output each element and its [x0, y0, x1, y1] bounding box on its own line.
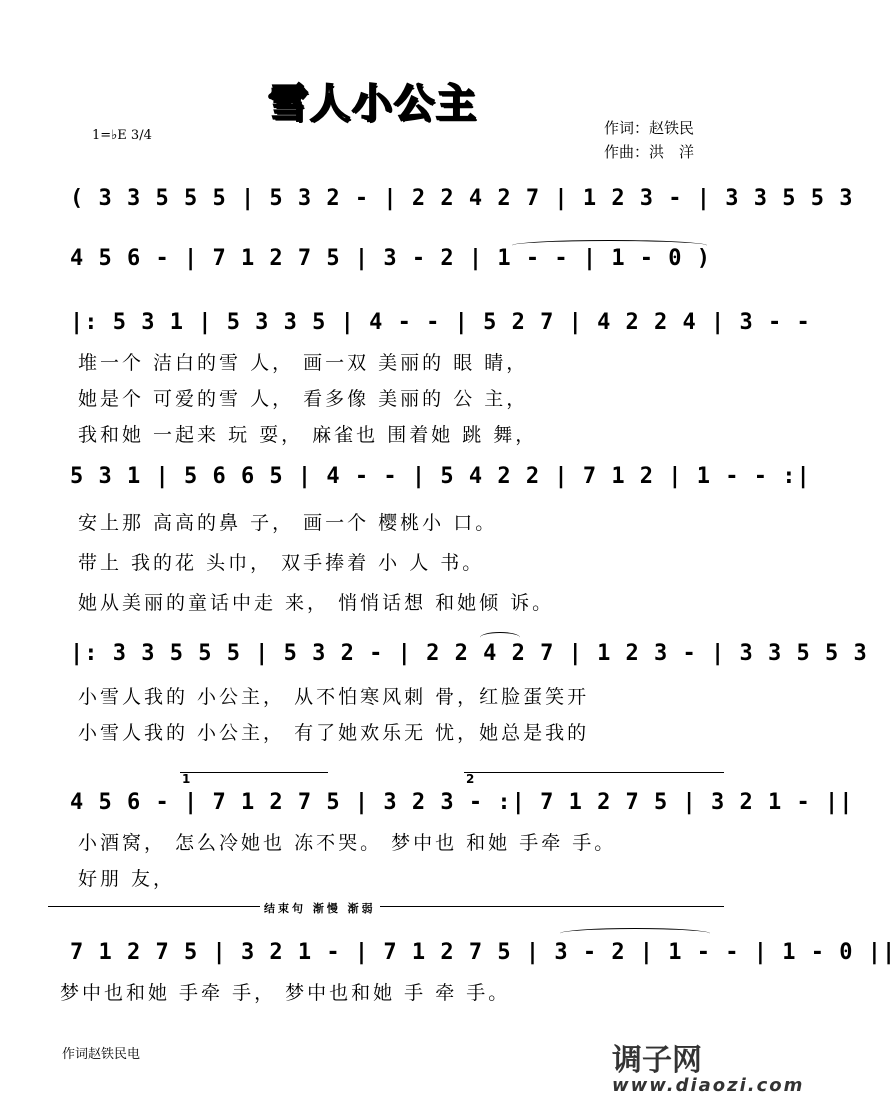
score-row-6: 4 5 6 - | 7 1 2 7 5 | 3 2 3 - :| 7 1 2 7 5 | 3 2 1 - || [70, 790, 854, 815]
score-row-3: |: 5 3 1 | 5 3 3 5 | 4 - - | 5 2 7 | 4 2 2 4 | 3 - - [70, 310, 811, 335]
lyric-line: 安上那 高高的鼻 子， 画一个 樱桃小 口。 [78, 512, 498, 534]
volta-bracket-1 [180, 772, 328, 773]
lyric-line: 好朋 友， [78, 868, 176, 890]
lyric-line: 小雪人我的 小公主， 从不怕寒风刺 骨，红脸蛋笑开 [78, 686, 590, 708]
score-row-2: 4 5 6 - | 7 1 2 7 5 | 3 - 2 | 1 - - | 1 - 0 ) [70, 246, 712, 271]
lyric-line: 梦中也和她 手牵 手， 梦中也和她 手 牵 手。 [60, 982, 511, 1004]
tie-arc [560, 928, 710, 939]
key-signature: 1=♭E 3/4 [92, 128, 152, 143]
score-row-5: |: 3 3 5 5 5 | 5 3 2 - | 2 2 4 2 7 | 1 2 3 - | 3 3 5 5 3 [70, 641, 868, 666]
lyric-line: 她从美丽的童话中走 来， 悄悄话想 和她倾 诉。 [78, 592, 555, 614]
tie-arc [512, 240, 707, 251]
lyric-line: 她是个 可爱的雪 人， 看多像 美丽的 公 主， [78, 388, 529, 410]
song-title: 雪人小公主 [268, 81, 478, 127]
score-row-1: ( 3 3 5 5 5 | 5 3 2 - | 2 2 4 2 7 | 1 2 3 - | 3 3 5 5 3 [70, 186, 854, 211]
ending-divider [48, 906, 724, 907]
lyric-line: 小酒窝， 怎么冷她也 冻不哭。 梦中也 和她 手牵 手。 [78, 832, 617, 854]
lyricist-credit: 作词：赵铁民 [604, 119, 695, 137]
volta-2-number: 2 [466, 772, 475, 786]
footer-note: 作词赵铁民电 [62, 1047, 141, 1062]
volta-bracket-2 [464, 772, 724, 773]
tie-arc [480, 632, 520, 643]
watermark-url: www.diaozi.com [612, 1075, 805, 1096]
lyric-line: 带上 我的花 头巾， 双手捧着 小 人 书。 [78, 552, 485, 574]
volta-1-number: 1 [182, 772, 191, 786]
lyric-line: 小雪人我的 小公主， 有了她欢乐无 忧，她总是我的 [78, 722, 590, 744]
watermark-site-name: 调子网 [612, 1043, 702, 1078]
lyric-line: 我和她 一起来 玩 耍， 麻雀也 围着她 跳 舞， [78, 424, 538, 446]
composer-credit: 作曲：洪 洋 [604, 143, 695, 161]
score-row-7: 7 1 2 7 5 | 3 2 1 - | 7 1 2 7 5 | 3 - 2 | 1 - - | 1 - 0 || [70, 940, 896, 965]
score-row-4: 5 3 1 | 5 6 6 5 | 4 - - | 5 4 2 2 | 7 1 2 | 1 - - :| [70, 464, 811, 489]
ending-direction: 结束句 渐慢 渐弱 [260, 900, 380, 916]
lyric-line: 堆一个 洁白的雪 人， 画一双 美丽的 眼 睛， [78, 352, 529, 374]
